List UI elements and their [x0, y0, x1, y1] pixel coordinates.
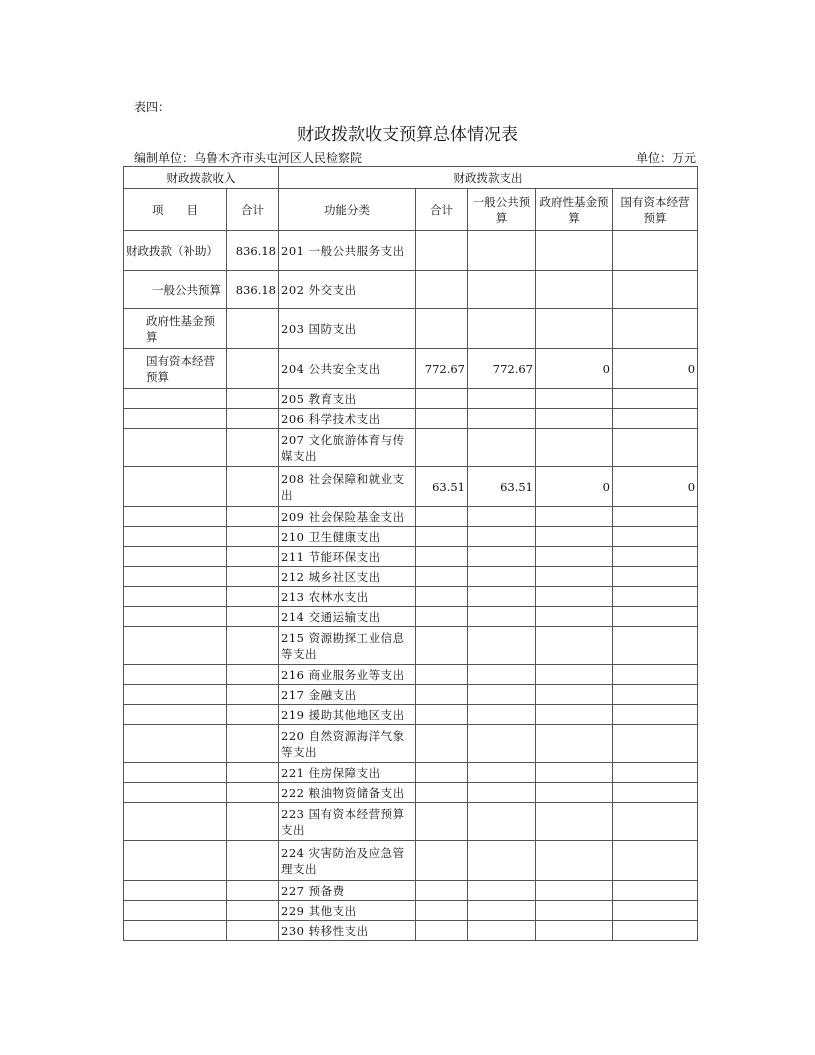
expense-function-name: 208 社会保障和就业支出	[279, 467, 416, 507]
table-row	[124, 921, 698, 941]
income-item-total	[227, 309, 279, 349]
expense-function-name: 229 其他支出	[279, 901, 416, 921]
expense-fund	[536, 921, 613, 941]
expense-fund	[536, 803, 613, 841]
table-row	[124, 309, 698, 349]
income-item-name	[124, 627, 227, 665]
expense-function-name: 217 金融支出	[279, 685, 416, 705]
table-row	[124, 763, 698, 783]
expense-fund	[536, 231, 613, 271]
expense-total	[416, 921, 468, 941]
income-item-name	[124, 665, 227, 685]
expense-fund	[536, 547, 613, 567]
table-row	[124, 587, 698, 607]
income-item-name	[124, 685, 227, 705]
income-item-total	[227, 783, 279, 803]
expense-fund	[536, 429, 613, 467]
expense-general	[468, 309, 536, 349]
income-item-name	[124, 705, 227, 725]
expense-capital	[613, 627, 698, 665]
expense-fund	[536, 705, 613, 725]
expense-function-name: 212 城乡社区支出	[279, 567, 416, 587]
expense-capital	[613, 685, 698, 705]
income-item-name	[124, 567, 227, 587]
expense-capital	[613, 901, 698, 921]
expense-fund	[536, 271, 613, 309]
header-function-class: 功能分类	[279, 189, 416, 231]
table-row	[124, 725, 698, 763]
expense-function-name: 215 资源勘探工业信息等支出	[279, 627, 416, 665]
table-row	[124, 547, 698, 567]
expense-function-name: 222 粮油物资储备支出	[279, 783, 416, 803]
income-item-name	[124, 763, 227, 783]
header-general-budget: 一般公共预算	[468, 189, 536, 231]
header-income-total: 合计	[227, 189, 279, 231]
expense-general	[468, 527, 536, 547]
expense-total	[416, 763, 468, 783]
table-row	[124, 685, 698, 705]
expense-function-name: 207 文化旅游体育与传媒支出	[279, 429, 416, 467]
expense-general	[468, 627, 536, 665]
income-item-total: 836.18	[227, 231, 279, 271]
expense-capital	[613, 429, 698, 467]
expense-capital: 0	[613, 467, 698, 507]
expense-total	[416, 309, 468, 349]
table-row	[124, 705, 698, 725]
expense-total	[416, 527, 468, 547]
income-item-total	[227, 763, 279, 783]
table-row	[124, 271, 698, 309]
expense-total	[416, 231, 468, 271]
expense-general	[468, 803, 536, 841]
expense-capital	[613, 507, 698, 527]
expense-function-name: 203 国防支出	[279, 309, 416, 349]
expense-general	[468, 409, 536, 429]
table-row	[124, 567, 698, 587]
income-item-total	[227, 665, 279, 685]
expense-fund: 0	[536, 349, 613, 389]
expense-fund	[536, 607, 613, 627]
expense-general	[468, 921, 536, 941]
expense-total	[416, 429, 468, 467]
expense-fund	[536, 665, 613, 685]
expense-capital	[613, 389, 698, 409]
expense-function-name: 213 农林水支出	[279, 587, 416, 607]
expense-total	[416, 389, 468, 409]
expense-capital	[613, 567, 698, 587]
expense-fund	[536, 567, 613, 587]
expense-general	[468, 231, 536, 271]
expense-general	[468, 841, 536, 881]
expense-capital	[613, 547, 698, 567]
income-item-name	[124, 725, 227, 763]
income-item-total	[227, 685, 279, 705]
table-row	[124, 803, 698, 841]
expense-function-name: 202 外交支出	[279, 271, 416, 309]
table-row	[124, 841, 698, 881]
unit-of-measure: 单位：万元	[636, 151, 697, 165]
expense-general: 63.51	[468, 467, 536, 507]
header-expense-group: 财政拨款支出	[279, 167, 698, 189]
page-title: 财政拨款收支预算总体情况表	[297, 125, 518, 145]
income-item-total	[227, 567, 279, 587]
expense-total	[416, 725, 468, 763]
expense-fund	[536, 901, 613, 921]
expense-total	[416, 705, 468, 725]
income-item-total	[227, 507, 279, 527]
income-item-total	[227, 409, 279, 429]
income-item-name	[124, 409, 227, 429]
expense-function-name: 201 一般公共服务支出	[279, 231, 416, 271]
income-item-name	[124, 783, 227, 803]
expense-general	[468, 429, 536, 467]
expense-total	[416, 271, 468, 309]
expense-general	[468, 881, 536, 901]
table-row	[124, 607, 698, 627]
expense-capital	[613, 271, 698, 309]
expense-capital	[613, 881, 698, 901]
expense-total	[416, 901, 468, 921]
table-row	[124, 881, 698, 901]
expense-function-name: 204 公共安全支出	[279, 349, 416, 389]
table-row	[124, 507, 698, 527]
income-item-total	[227, 725, 279, 763]
expense-general	[468, 685, 536, 705]
income-item-total	[227, 803, 279, 841]
expense-total	[416, 627, 468, 665]
income-item-name	[124, 921, 227, 941]
expense-total	[416, 685, 468, 705]
table-row	[124, 231, 698, 271]
expense-function-name: 211 节能环保支出	[279, 547, 416, 567]
expense-capital	[613, 527, 698, 547]
expense-general	[468, 607, 536, 627]
expense-function-name: 223 国有资本经营预算支出	[279, 803, 416, 841]
income-item-total	[227, 349, 279, 389]
expense-capital	[613, 803, 698, 841]
compiling-unit: 编制单位：乌鲁木齐市头屯河区人民检察院	[134, 151, 363, 165]
expense-general	[468, 665, 536, 685]
expense-total	[416, 507, 468, 527]
expense-general	[468, 763, 536, 783]
income-item-total	[227, 901, 279, 921]
expense-general	[468, 567, 536, 587]
table-label: 表四：	[134, 100, 171, 114]
expense-function-name: 206 科学技术支出	[279, 409, 416, 429]
income-item-name	[124, 547, 227, 567]
income-item-total	[227, 587, 279, 607]
income-item-name	[124, 467, 227, 507]
income-item-name	[124, 507, 227, 527]
table-row	[124, 527, 698, 547]
income-item-name	[124, 429, 227, 467]
expense-general	[468, 507, 536, 527]
income-item-total	[227, 841, 279, 881]
expense-fund: 0	[536, 467, 613, 507]
income-item-name	[124, 587, 227, 607]
expense-total	[416, 881, 468, 901]
expense-total	[416, 607, 468, 627]
expense-capital	[613, 783, 698, 803]
expense-capital	[613, 705, 698, 725]
expense-total	[416, 547, 468, 567]
header-state-capital: 国有资本经营预算	[613, 189, 698, 231]
expense-total	[416, 587, 468, 607]
table-row	[124, 429, 698, 467]
income-item-total	[227, 627, 279, 665]
expense-function-name: 224 灾害防治及应急管理支出	[279, 841, 416, 881]
income-item-total	[227, 607, 279, 627]
table-row	[124, 409, 698, 429]
income-item-total: 836.18	[227, 271, 279, 309]
expense-capital	[613, 587, 698, 607]
expense-function-name: 210 卫生健康支出	[279, 527, 416, 547]
expense-total: 772.67	[416, 349, 468, 389]
header-gov-fund: 政府性基金预算	[536, 189, 613, 231]
expense-total	[416, 803, 468, 841]
expense-fund	[536, 409, 613, 429]
expense-fund	[536, 507, 613, 527]
table-row	[124, 349, 698, 389]
expense-fund	[536, 309, 613, 349]
expense-fund	[536, 389, 613, 409]
table-row	[124, 627, 698, 665]
expense-function-name: 230 转移性支出	[279, 921, 416, 941]
expense-fund	[536, 841, 613, 881]
expense-total	[416, 665, 468, 685]
expense-fund	[536, 527, 613, 547]
income-item-total	[227, 527, 279, 547]
expense-total: 63.51	[416, 467, 468, 507]
income-item-name: 国有资本经营预算	[124, 349, 227, 389]
expense-function-name: 214 交通运输支出	[279, 607, 416, 627]
expense-general	[468, 705, 536, 725]
income-item-name	[124, 901, 227, 921]
expense-general: 772.67	[468, 349, 536, 389]
table-row	[124, 901, 698, 921]
header-item: 项 目	[124, 189, 227, 231]
expense-general	[468, 901, 536, 921]
expense-function-name: 209 社会保险基金支出	[279, 507, 416, 527]
expense-general	[468, 587, 536, 607]
expense-capital	[613, 725, 698, 763]
income-item-total	[227, 705, 279, 725]
expense-fund	[536, 881, 613, 901]
expense-capital	[613, 763, 698, 783]
expense-capital	[613, 231, 698, 271]
income-item-total	[227, 921, 279, 941]
expense-fund	[536, 685, 613, 705]
income-item-name: 财政拨款（补助）	[124, 231, 227, 271]
expense-fund	[536, 725, 613, 763]
income-item-name	[124, 841, 227, 881]
expense-function-name: 221 住房保障支出	[279, 763, 416, 783]
expense-capital	[613, 921, 698, 941]
expense-fund	[536, 627, 613, 665]
expense-capital	[613, 665, 698, 685]
expense-general	[468, 389, 536, 409]
expense-general	[468, 783, 536, 803]
expense-total	[416, 409, 468, 429]
expense-capital	[613, 841, 698, 881]
expense-function-name: 219 援助其他地区支出	[279, 705, 416, 725]
table-row	[124, 783, 698, 803]
expense-capital: 0	[613, 349, 698, 389]
income-item-name: 政府性基金预算	[124, 309, 227, 349]
income-item-name	[124, 881, 227, 901]
income-item-name	[124, 389, 227, 409]
expense-total	[416, 783, 468, 803]
income-item-name	[124, 803, 227, 841]
expense-fund	[536, 763, 613, 783]
income-item-name	[124, 607, 227, 627]
income-item-name: 一般公共预算	[124, 271, 227, 309]
expense-general	[468, 271, 536, 309]
header-expense-total: 合计	[416, 189, 468, 231]
header-income-group: 财政拨款收入	[124, 167, 279, 189]
income-item-total	[227, 467, 279, 507]
expense-capital	[613, 409, 698, 429]
expense-capital	[613, 309, 698, 349]
expense-function-name: 216 商业服务业等支出	[279, 665, 416, 685]
income-item-total	[227, 429, 279, 467]
budget-table	[123, 166, 698, 941]
income-item-total	[227, 547, 279, 567]
expense-total	[416, 567, 468, 587]
expense-function-name: 227 预备费	[279, 881, 416, 901]
expense-function-name: 205 教育支出	[279, 389, 416, 409]
expense-fund	[536, 783, 613, 803]
income-item-total	[227, 389, 279, 409]
table-row	[124, 467, 698, 507]
table-row	[124, 389, 698, 409]
expense-general	[468, 725, 536, 763]
expense-total	[416, 841, 468, 881]
table-row	[124, 665, 698, 685]
expense-function-name: 220 自然资源海洋气象等支出	[279, 725, 416, 763]
income-item-name	[124, 527, 227, 547]
expense-general	[468, 547, 536, 567]
expense-fund	[536, 587, 613, 607]
expense-capital	[613, 607, 698, 627]
income-item-total	[227, 881, 279, 901]
